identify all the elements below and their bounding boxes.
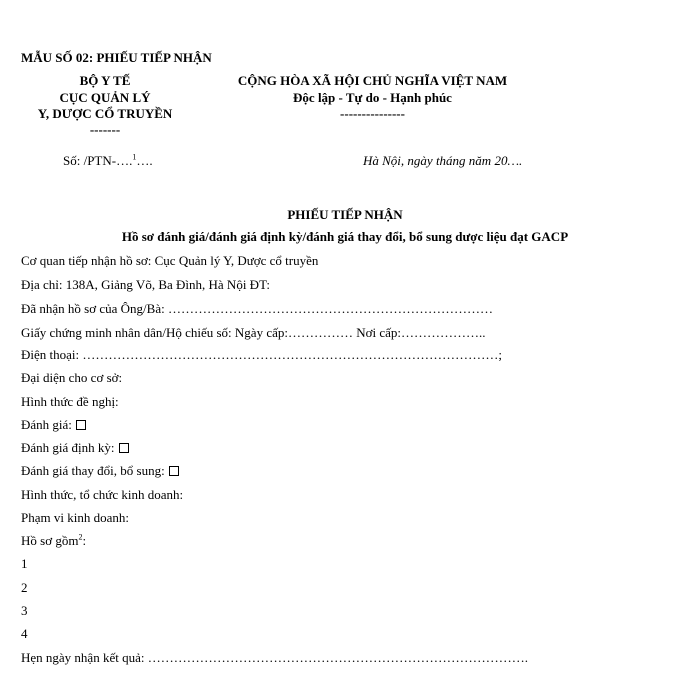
dossier-item: 2 <box>21 580 28 595</box>
request-type-label: Hình thức đề nghị: <box>21 394 119 409</box>
checkbox-evaluation[interactable] <box>76 420 86 430</box>
dossier-label-colon: : <box>82 533 87 548</box>
option-periodic-label: Đánh giá định kỳ: <box>21 440 115 455</box>
place-date: Hà Nội, ngày tháng năm 20…. <box>363 153 523 168</box>
department-name-line1: CỤC QUẢN LÝ <box>59 90 151 105</box>
footnote-ref-1: 1 <box>132 152 137 162</box>
id-card-info: Giấy chứng minh nhân dân/Hộ chiếu số: Ngày cấp:…………… Nơi cấp:……………….. <box>21 325 486 340</box>
option-evaluation-label: Đánh giá: <box>21 417 72 432</box>
department-name-line2: Y, DƯỢC CỔ TRUYỀN <box>37 106 173 121</box>
checkbox-periodic[interactable] <box>119 443 129 453</box>
dossier-item: 1 <box>21 556 28 571</box>
document-subtitle: Hồ sơ đánh giá/đánh giá định kỳ/đánh giá thay đổi, bổ sung dược liệu đạt GACP <box>121 229 569 244</box>
footnote-ref-2: 2 <box>78 532 83 542</box>
dossier-label-text: Hồ sơ gồm <box>21 533 79 548</box>
agency-address: Địa chỉ: 138A, Giảng Võ, Ba Đình, Hà Nội ĐT: <box>21 277 270 292</box>
option-periodic <box>21 440 129 456</box>
representative-field: Đại diện cho cơ sở: <box>21 370 123 385</box>
form-code: MẪU SỐ 02: PHIẾU TIẾP NHẬN <box>21 50 212 65</box>
dossier-item: 4 <box>21 626 28 641</box>
document-number-suffix: …. <box>136 153 153 168</box>
business-form: Hình thức, tổ chức kinh doanh: <box>21 487 184 502</box>
document-number <box>63 153 153 169</box>
left-header-divider: ------- <box>89 122 121 137</box>
option-evaluation <box>21 417 86 433</box>
right-header-divider: --------------- <box>340 106 405 121</box>
document-number-prefix: Số: /PTN-…. <box>63 153 133 168</box>
appointment-date: Hẹn ngày nhận kết quả: ……………………………………………………………………………. <box>21 650 528 665</box>
phone-field: Điện thoại: ……………………………………………………………………………………; <box>21 347 502 362</box>
option-change <box>21 463 179 479</box>
dossier-label <box>21 533 86 549</box>
national-motto: Độc lập - Tự do - Hạnh phúc <box>293 90 452 105</box>
country-name: CỘNG HÒA XÃ HỘI CHỦ NGHĨA VIỆT NAM <box>237 73 508 88</box>
checkbox-change[interactable] <box>169 466 179 476</box>
option-change-label: Đánh giá thay đổi, bổ sung: <box>21 463 165 478</box>
ministry-name: BỘ Y TẾ <box>79 73 131 88</box>
document-title: PHIẾU TIẾP NHẬN <box>287 207 403 222</box>
received-from: Đã nhận hồ sơ của Ông/Bà: ………………………………………………………………… <box>21 301 493 316</box>
business-scope: Phạm vi kinh doanh: <box>21 510 129 525</box>
dossier-item: 3 <box>21 603 28 618</box>
receiving-agency: Cơ quan tiếp nhận hồ sơ: Cục Quản lý Y, Dược cổ truyền <box>21 253 319 268</box>
